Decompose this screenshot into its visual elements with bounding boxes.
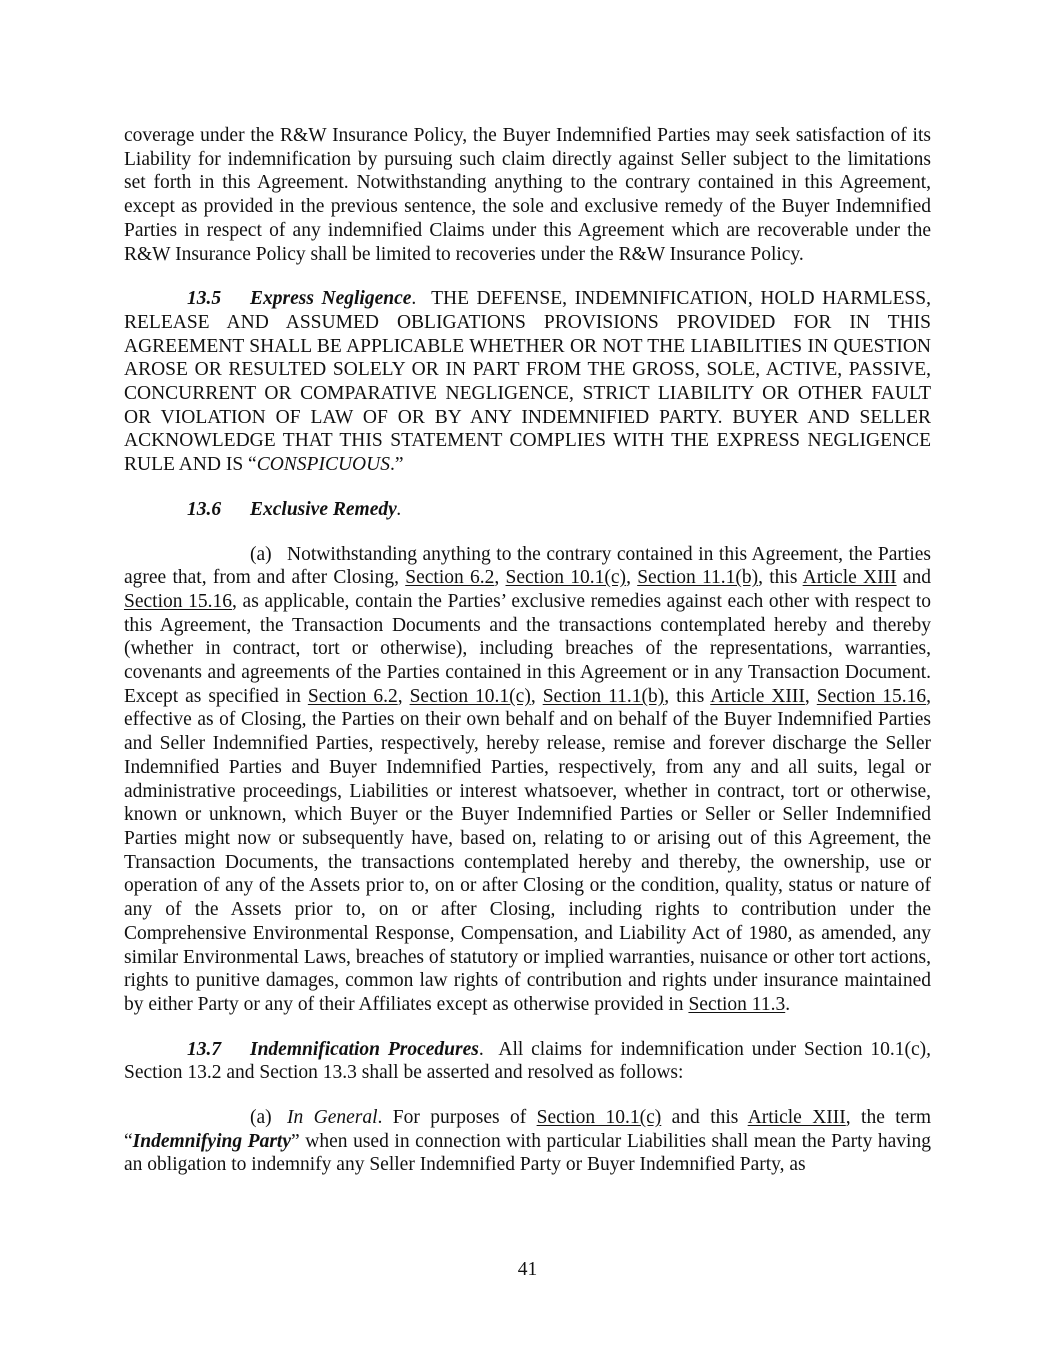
conspicuous-term: CONSPICUOUS [256, 454, 390, 476]
cross-reference: Section 15.16 [816, 685, 927, 707]
section-number: 13.5 [187, 288, 222, 310]
cross-reference: Section 6.2 [307, 685, 398, 707]
page-number: 41 [517, 1259, 538, 1280]
cross-reference: Section 11.1(b) [542, 685, 665, 707]
cross-reference: Section 6.2 [405, 567, 495, 589]
section-title: Exclusive Remedy [250, 498, 397, 520]
cross-reference: Article XIII [802, 567, 897, 589]
section-number: 13.7 [187, 1038, 222, 1060]
cross-reference: Section 10.1(c) [505, 567, 627, 589]
section-13-6-a: (a) Notwithstanding anything to the contrary contained in this Agreement, the Parties agree that, from and after Closing, Section 6.2, Section 10.1(c), Section 11.1(b), this Article XIII and Section 15.16, as applicable, contain the Parties’ exclusive remedies against each other with respect to this Agreement, the Transaction Documents and the transactions contemplated hereby and thereby (whether in contract, tort or otherwise), including breaches of the representations, warranties, covenants and agreements of the Parties contained in this Agreement or in any Transaction Document. Except as specified in Section 6.2, Section 10.1(c), Section 11.1(b), this Article XIII, Section 15.16, effective as of Closing, the Parties on their own behalf and on behalf of the Buyer Indemnified Parties and Seller Indemnified Parties, respectively, hereby release, remise and forever discharge the Seller Indemnified Parties and Buyer Indemnified Parties, respectively, from any and all suits, legal or administrative proceedings, Liabilities or interest whatsoever, whether in contract, tort or otherwise, known or unknown, which Buyer or the Buyer Indemnified Parties or Seller or Seller Indemnified Parties might now or subsequently have, based on, relating to or arising out of this Agreement, the Transaction Documents, the transactions contemplated hereby and thereby, the ownership, use or operation of any of the Assets prior to, on or after Closing or the condition, quality, status or nature of any of the Assets prior to, on or after Closing, including rights to contribution under the Comprehensive Environmental Response, Compensation, and Liability Act of 1980, as amended, any similar Environmental Laws, breaches of statutory or implied warranties, nuisance or other tort actions, rights to punitive damages, common law rights of contribution and rights under insurance maintained by either Party or any of their Affiliates except as otherwise provided in Section 11.3. [124, 543, 932, 1015]
section-13-7: 13.7 Indemnification Procedures. All claims for indemnification under Section 10.1(c), Section 13.2 and Section 13.3 shall be asserted and resolved as follows: [124, 1038, 931, 1084]
cross-reference: Section 11.3 [688, 993, 786, 1015]
section-13-7-a: (a) In General. For purposes of Section 10.1(c) and this Article XIII, the term “Indemnifying Party” when used in connection with particular Liabilities shall mean the Party having an obligation to indemnify any Seller Indemnified Party or Buyer Indemnified Party, as [124, 1107, 931, 1176]
clause-heading: In General [287, 1107, 378, 1129]
clause-label: (a) [250, 543, 272, 565]
cross-reference: Article XIII [747, 1107, 846, 1129]
defined-term: Indemnifying Party [132, 1130, 291, 1152]
cross-reference: Section 10.1(c) [409, 685, 531, 707]
paragraph-rw-insurance: coverage under the R&W Insurance Policy, the Buyer Indemnified Parties may seek satisfaction of its Liability for indemnification by pursuing such claim directly against Seller subject to the limitations set forth in this Agreement. Notwithstanding anything to the contrary contained in this Agreement, except as provided in the previous sentence, the sole and exclusive remedy of the Buyer Indemnified Parties in respect of any indemnified Claims under this Agreement which are recoverable under the R&W Insurance Policy shall be limited to recoveries under the R&W Insurance Policy. [124, 125, 931, 265]
section-title: Express Negligence [250, 288, 412, 310]
section-13-5: 13.5 Express Negligence. THE DEFENSE, INDEMNIFICATION, HOLD HARMLESS, RELEASE AND ASSUMED OBLIGATIONS PROVISIONS PROVIDED FOR IN THIS AGREEMENT SHALL BE APPLICABLE WHETHER OR NOT THE LIABILITIES IN QUESTION AROSE OR RESULTED SOLELY OR IN PART FROM THE GROSS, SOLE, ACTIVE, PASSIVE, CONCURRENT OR COMPARATIVE NEGLIGENCE, STRICT LIABILITY OR OTHER FAULT OR VIOLATION OF LAW OF OR BY ANY INDEMNIFIED PARTY. BUYER AND SELLER ACKNOWLEDGE THAT THIS STATEMENT COMPLIES WITH THE EXPRESS NEGLIGENCE RULE AND IS “CONSPICUOUS.” [124, 288, 932, 476]
cross-reference: Section 10.1(c) [536, 1107, 662, 1129]
section-13-6: 13.6 Exclusive Remedy. [187, 498, 402, 520]
cross-reference: Section 15.16 [124, 590, 233, 612]
section-number: 13.6 [187, 498, 222, 520]
section-title: Indemnification Procedures [250, 1038, 479, 1060]
cross-reference: Article XIII [710, 685, 805, 707]
clause-label: (a) [250, 1107, 272, 1129]
section-body: THE DEFENSE, INDEMNIFICATION, HOLD HARMLESS, RELEASE AND ASSUMED OBLIGATIONS PROVISIONS PROVIDED FOR IN THIS AGREEMENT SHALL BE APPLICABLE WHETHER OR NOT THE LIABILITIES IN QUESTION AROSE OR RESULTED SOLELY OR IN PART FROM THE GROSS, SOLE, ACTIVE, PASSIVE, CONCURRENT OR COMPARATIVE NEGLIGENCE, STRICT LIABILITY OR OTHER FAULT OR VIOLATION OF LAW OF OR BY ANY INDEMNIFIED PARTY. BUYER AND SELLER ACKNOWLEDGE THAT THIS STATEMENT COMPLIES WITH THE EXPRESS NEGLIGENCE RULE AND IS “ [124, 288, 932, 476]
cross-reference: Section 11.1(b) [637, 567, 759, 589]
document-page [124, 124, 931, 1177]
